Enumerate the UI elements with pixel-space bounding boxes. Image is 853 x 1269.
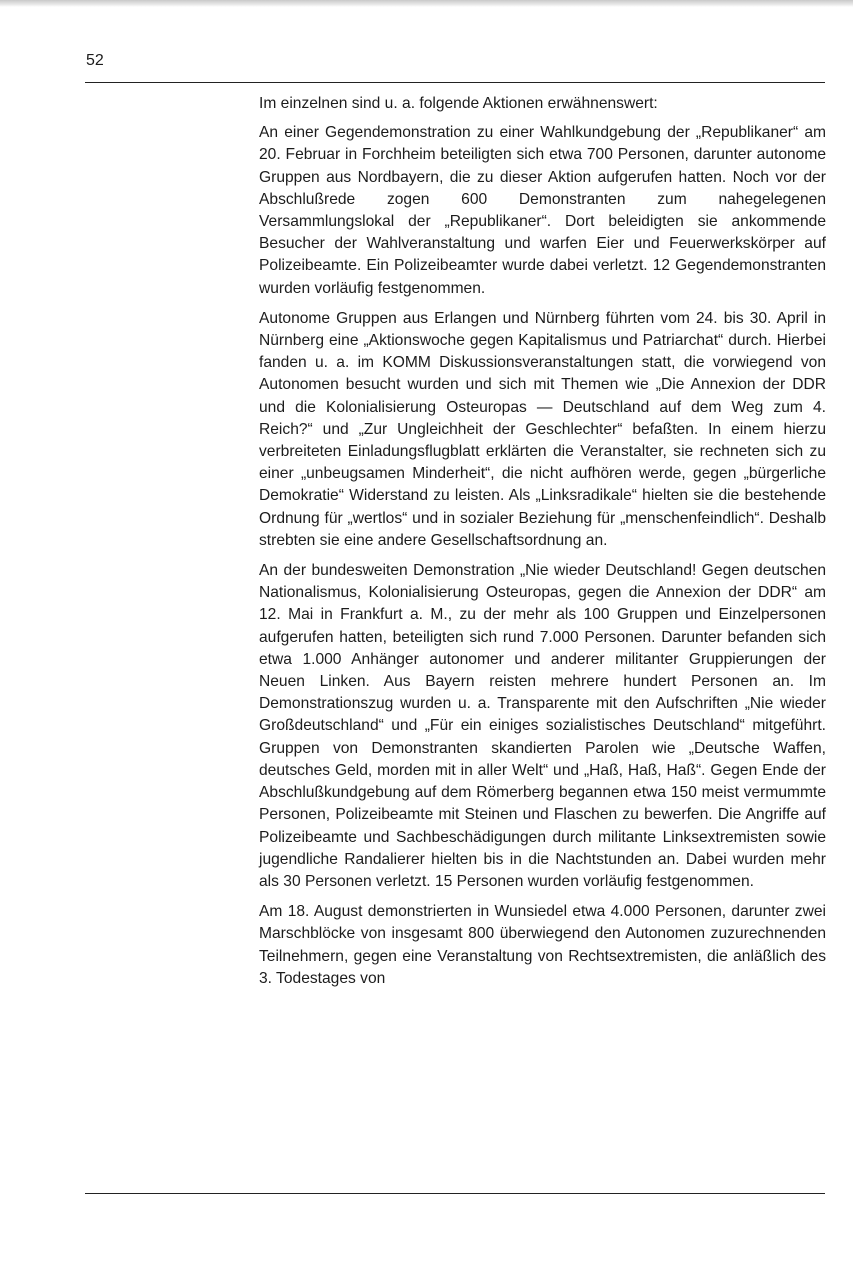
text-column: [259, 93, 826, 998]
paragraph-frankfurt: An der bundesweiten Demonstration „Nie wieder Deutschland! Gegen deutschen Nationalismus, Kolonialisierung Osteuropas, gegen die Annexion der DDR“ am 12. Mai in Frankfurt a. M., zu der mehr als 100 Gruppen und Einzelpersonen aufgerufen hatten, beteiligten sich rund 7.000 Personen. Darunter befanden sich etwa 1.000 Anhänger autonomer und anderer militanter Gruppierungen der Neuen Linken. Aus Bayern reisten mehrere hundert Personen an. Im Demonstrationszug wurden u. a. Transparente mit den Aufschriften „Nie wieder Großdeutschland“ und „Für ein einiges sozialistisches Deutschland“ mitgeführt. Gruppen von Demonstranten skandierten Parolen wie „Deutsche Waffen, deutsches Geld, morden mit in aller Welt“ und „Haß, Haß, Haß“. Gegen Ende der Abschlußkundgebung auf dem Römerberg begannen etwa 150 meist vermummte Personen, Polizeibeamte mit Steinen und Flaschen zu bewerfen. Die Angriffe auf Polizeibeamte und Sachbeschädigungen durch militante Linksextremisten sowie jugendliche Randalierer hielten bis in die Nachtstunden an. Dabei wurden mehr als 30 Personen verletzt. 15 Personen wurden vorläufig festgenommen.: [259, 562, 826, 890]
paragraph-forchheim: An einer Gegendemonstration zu einer Wahlkundgebung der „Republikaner“ am 20. Februar in Forchheim beteiligten sich etwa 700 Personen, darunter autonome Gruppen aus Nordbayern, die zu dieser Aktion aufgerufen hatten. Noch vor der Abschlußrede zogen 600 Demonstranten zum nahegelegenen Versammlungslokal der „Republikaner“. Dort beleidigten sie ankommende Besucher der Wahlveranstaltung und warfen Eier und Feuerwerkskörper auf Polizeibeamte. Ein Polizeibeamter wurde dabei verletzt. 12 Gegendemonstranten wurden vorläufig festgenommen.: [259, 124, 826, 297]
page-number: 52: [86, 52, 104, 69]
paragraph-aktionswoche: Autonome Gruppen aus Erlangen und Nürnberg führten vom 24. bis 30. April in Nürnberg eine „Aktionswoche gegen Kapitalismus und Patriarchat“ durch. Hierbei fanden u. a. im KOMM Diskussionsveranstaltungen statt, die vorwiegend von Autonomen besucht wurden und sich mit Themen wie „Die Annexion der DDR und die Kolonialisierung Osteuropas — Deutschland auf dem Weg zum 4. Reich?“ und „Zur Ungleichheit der Geschlechter“ befaßten. In einem hierzu verbreiteten Einladungsflugblatt erklärten die Veranstalter, sie rechneten sich zu einer „unbeugsamen Minderheit“, die nicht aufhören werde, gegen „bürgerliche Demokratie“ Widerstand zu leisten. Als „Linksradikale“ hielten sie die bestehende Ordnung für „wertlos“ und in sozialer Beziehung für „menschenfeindlich“. Deshalb strebten sie eine andere Gesellschaftsordnung an.: [259, 309, 826, 549]
paragraph-wunsiedel: Am 18. August demonstrierten in Wunsiedel etwa 4.000 Personen, darunter zwei Marschblöcke von insgesamt 800 überwiegend den Autonomen zuzurechnenden Teilnehmern, gegen eine Veranstaltung von Rechtsextremisten, die anläßlich des 3. Todestages von: [259, 903, 826, 987]
header-rule: [85, 82, 825, 83]
scan-edge-shadow: [0, 0, 853, 7]
footer-rule: [85, 1193, 825, 1194]
intro-line: Im einzelnen sind u. a. folgende Aktionen erwähnenswert:: [259, 95, 658, 112]
